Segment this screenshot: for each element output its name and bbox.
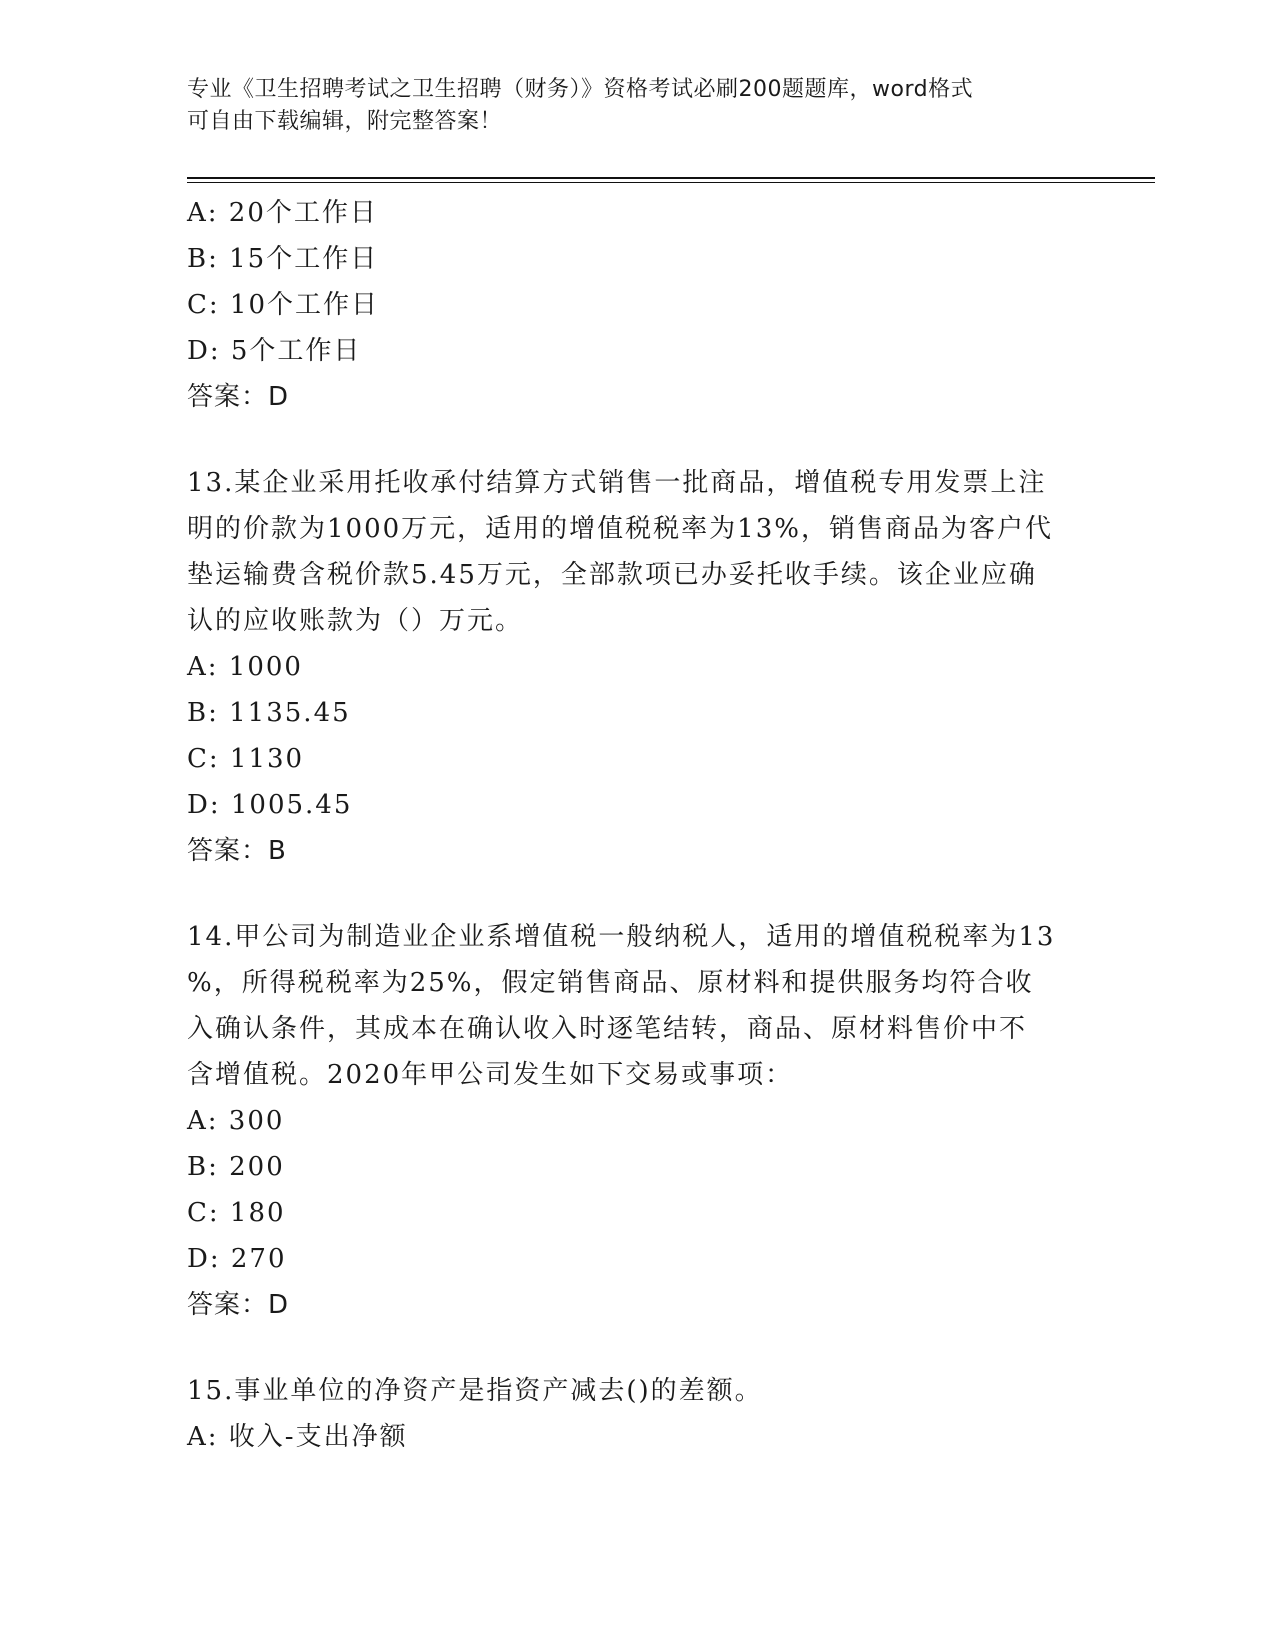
question-text-line: 含增值税。2020年甲公司发生如下交易或事项： (187, 1060, 794, 1090)
header-line-1: 专业《卫生招聘考试之卫生招聘（财务）》资格考试必刷200题题库，word格式 (187, 77, 974, 102)
option-a: A: 收入-支出净额 (187, 1422, 408, 1452)
answer-line: 答案：D (187, 382, 290, 412)
answer-line: 答案：B (187, 836, 287, 866)
header-line-2: 可自由下载编辑，附完整答案！ (187, 109, 503, 134)
option-c: C: 10个工作日 (187, 290, 380, 320)
question-text-line: %，所得税税率为25%，假定销售商品、原材料和提供服务均符合收 (187, 968, 1034, 998)
option-b: B: 15个工作日 (187, 244, 379, 274)
document-body (187, 190, 1087, 1460)
question-13 (187, 460, 1087, 874)
spacer (187, 1328, 1087, 1368)
question-14 (187, 914, 1087, 1328)
question-text-line: 垫运输费含税价款5.45万元，全部款项已办妥托收手续。该企业应确 (187, 560, 1037, 590)
question-12 (187, 190, 1087, 420)
question-text-line: 认的应收账款为（）万元。 (187, 606, 524, 636)
question-text-line: 14.甲公司为制造业企业系增值税一般纳税人，适用的增值税税率为13 (187, 922, 1056, 952)
document-header (187, 74, 1087, 138)
question-text-line: 13.某企业采用托收承付结算方式销售一批商品，增值税专用发票上注 (187, 468, 1047, 498)
question-15 (187, 1368, 1087, 1460)
question-text-line: 入确认条件，其成本在确认收入时逐笔结转，商品、原材料售价中不 (187, 1014, 1028, 1044)
spacer (187, 874, 1087, 914)
option-d: D: 5个工作日 (187, 336, 362, 366)
option-a: A: 1000 (187, 652, 303, 682)
option-b: B: 1135.45 (187, 698, 351, 728)
option-c: C: 1130 (187, 744, 305, 774)
option-b: B: 200 (187, 1152, 285, 1182)
option-d: D: 270 (187, 1244, 287, 1274)
question-text-line: 15.事业单位的净资产是指资产减去()的差额。 (187, 1376, 763, 1406)
option-a: A: 20个工作日 (187, 198, 378, 228)
spacer (187, 420, 1087, 460)
answer-line: 答案：D (187, 1290, 290, 1320)
option-c: C: 180 (187, 1198, 286, 1228)
question-text-line: 明的价款为1000万元，适用的增值税税率为13%，销售商品为客户代 (187, 514, 1053, 544)
option-a: A: 300 (187, 1106, 285, 1136)
header-rule-thin (187, 182, 1155, 183)
option-d: D: 1005.45 (187, 790, 353, 820)
header-rule-thick (187, 177, 1155, 179)
